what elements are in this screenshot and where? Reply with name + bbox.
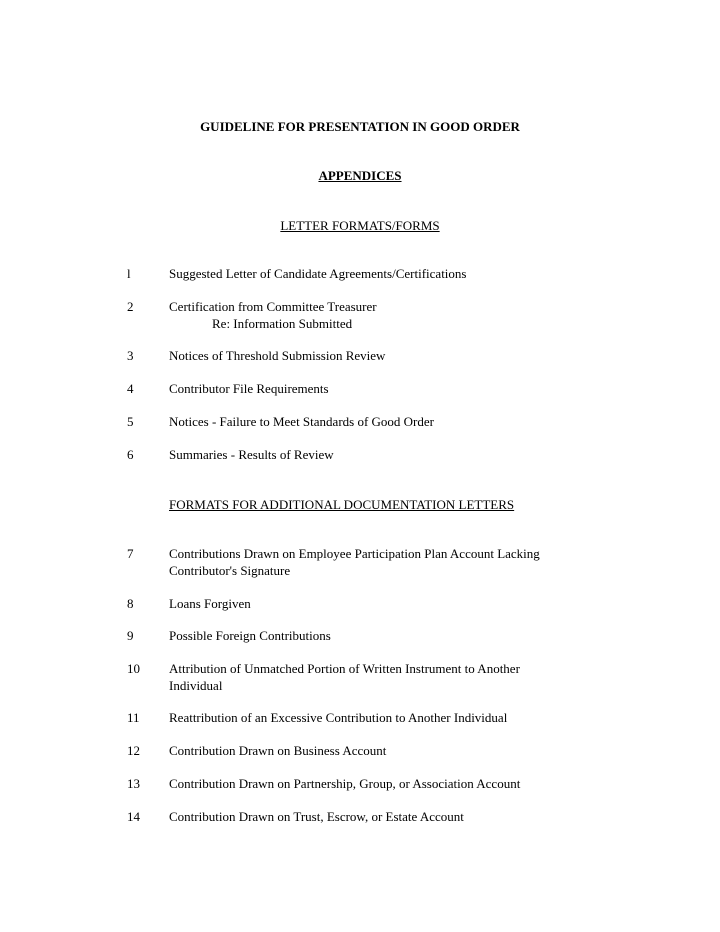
item-number: 7 bbox=[127, 546, 134, 561]
item-text: Contributor File Requirements bbox=[169, 381, 329, 396]
item-number: 4 bbox=[127, 381, 134, 396]
document-title: GUIDELINE FOR PRESENTATION IN GOOD ORDER bbox=[200, 119, 520, 134]
item-number: 6 bbox=[127, 447, 134, 462]
item-text: Suggested Letter of Candidate Agreements/Certifications bbox=[169, 266, 467, 281]
item-text: Contribution Drawn on Partnership, Group, or Association Account bbox=[169, 776, 521, 791]
item-number: l bbox=[127, 266, 131, 281]
item-number: 10 bbox=[127, 661, 140, 676]
item-text: Attribution of Unmatched Portion of Written Instrument to Another bbox=[169, 661, 520, 676]
appendices-heading: APPENDICES bbox=[318, 168, 402, 183]
item-number: 14 bbox=[127, 809, 140, 824]
item-number: 9 bbox=[127, 628, 134, 643]
item-text-continued: Individual bbox=[169, 678, 223, 693]
item-text: Contribution Drawn on Business Account bbox=[169, 743, 387, 758]
item-text: Contributions Drawn on Employee Participation Plan Account Lacking bbox=[169, 546, 540, 561]
item-text: Contribution Drawn on Trust, Escrow, or Estate Account bbox=[169, 809, 464, 824]
item-number: 13 bbox=[127, 776, 140, 791]
item-text: Notices of Threshold Submission Review bbox=[169, 348, 386, 363]
item-text: Certification from Committee Treasurer bbox=[169, 299, 377, 314]
item-text: Summaries - Results of Review bbox=[169, 447, 334, 462]
item-text: Possible Foreign Contributions bbox=[169, 628, 331, 643]
item-number: 12 bbox=[127, 743, 140, 758]
item-number: 11 bbox=[127, 710, 140, 725]
section-heading-additional-documentation: FORMATS FOR ADDITIONAL DOCUMENTATION LETTERS bbox=[169, 497, 515, 512]
item-text: Loans Forgiven bbox=[169, 596, 251, 611]
item-number: 2 bbox=[127, 299, 134, 314]
section-heading-letter-formats: LETTER FORMATS/FORMS bbox=[280, 218, 440, 233]
item-number: 8 bbox=[127, 596, 134, 611]
item-text: Reattribution of an Excessive Contribution to Another Individual bbox=[169, 710, 508, 725]
item-subtext: Re: Information Submitted bbox=[212, 316, 353, 331]
item-number: 3 bbox=[127, 348, 134, 363]
item-number: 5 bbox=[127, 414, 134, 429]
item-text-continued: Contributor's Signature bbox=[169, 563, 291, 578]
item-text: Notices - Failure to Meet Standards of Good Order bbox=[169, 414, 434, 429]
